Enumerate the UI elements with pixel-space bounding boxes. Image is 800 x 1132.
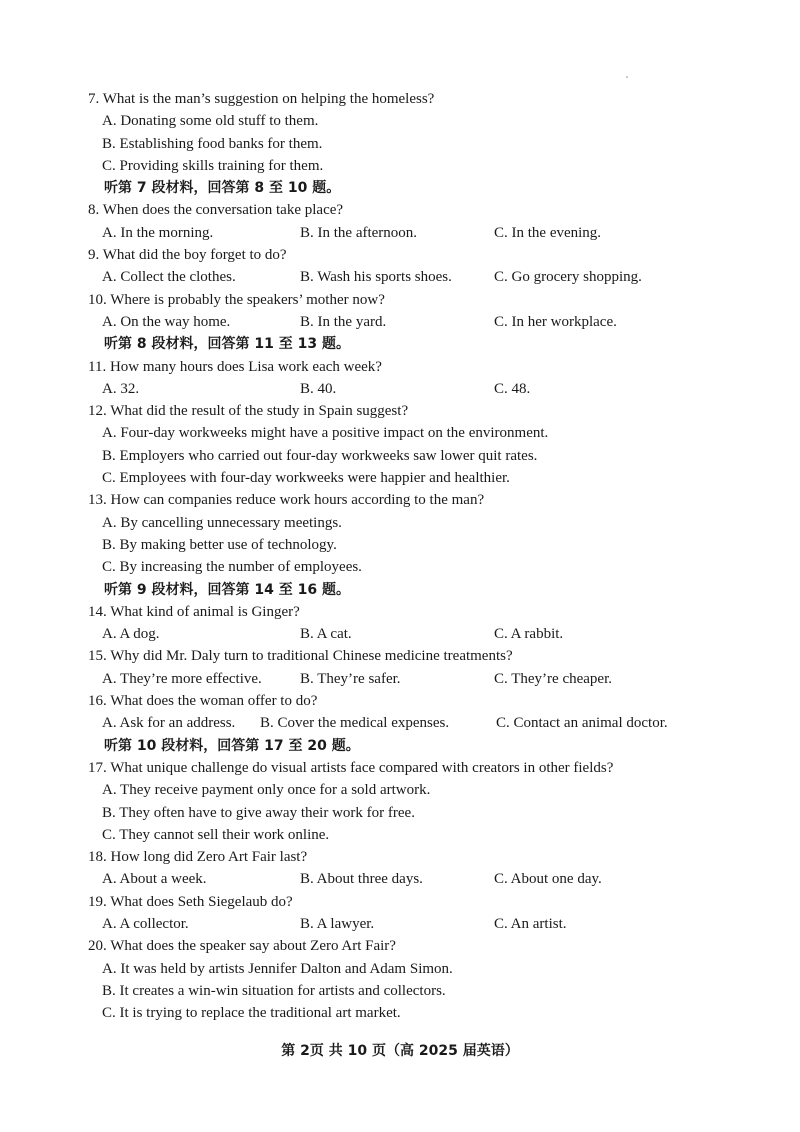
answer-option: C. Providing skills training for them.: [102, 157, 324, 174]
question-stem: 9. What did the boy forget to do?: [88, 247, 287, 264]
question-stem: 8. When does the conversation take place?: [88, 202, 344, 219]
answer-option-row: [88, 868, 728, 890]
answer-option: C. Go grocery shopping.: [494, 269, 642, 286]
answer-option-row: [88, 266, 728, 288]
question-stem: 14. What kind of animal is Ginger?: [88, 603, 300, 620]
answer-option: C. Employees with four-day workweeks were happier and healthier.: [102, 470, 510, 487]
scan-speck: [626, 76, 628, 78]
question-stem: 19. What does Seth Siegelaub do?: [88, 893, 293, 910]
answer-option: A. By cancelling unnecessary meetings.: [102, 514, 342, 531]
question-stem: 12. What did the result of the study in Spain suggest?: [88, 403, 409, 420]
answer-option: B. Employers who carried out four-day workweeks saw lower quit rates.: [102, 447, 538, 464]
answer-option: B. About three days.: [300, 871, 423, 888]
answer-option-row: [88, 712, 728, 734]
question-stem: 16. What does the woman offer to do?: [88, 693, 318, 710]
section-heading: 听第 10 段材料，回答第 17 至 20 题。: [104, 737, 360, 754]
answer-option: C. A rabbit.: [494, 626, 564, 643]
answer-option: C. By increasing the number of employees.: [102, 559, 362, 576]
answer-option: C. In the evening.: [494, 224, 602, 241]
question-stem: 15. Why did Mr. Daly turn to traditional Chinese medicine treatments?: [88, 648, 513, 665]
answer-option: B. They often have to give away their work for free.: [102, 804, 415, 821]
section-heading: 听第 8 段材料，回答第 11 至 13 题。: [104, 336, 350, 353]
answer-option: A. They’re more effective.: [102, 670, 262, 687]
answer-option: A. Four-day workweeks might have a positive impact on the environment.: [102, 425, 549, 442]
answer-option: B. Establishing food banks for them.: [102, 135, 323, 152]
answer-option: A. 32.: [102, 380, 140, 397]
answer-option-row: [88, 913, 728, 935]
answer-option: C. They cannot sell their work online.: [102, 826, 330, 843]
answer-option: A. A dog.: [102, 626, 160, 643]
answer-option: A. It was held by artists Jennifer Dalton and Adam Simon.: [102, 960, 453, 977]
answer-option: C. About one day.: [494, 871, 602, 888]
answer-option-row: [88, 378, 728, 400]
answer-option: B. A cat.: [300, 626, 352, 643]
answer-option: C. 48.: [494, 380, 531, 397]
question-list: [88, 88, 728, 1024]
question-stem: 13. How can companies reduce work hours according to the man?: [88, 492, 485, 509]
question-stem: 20. What does the speaker say about Zero Art Fair?: [88, 938, 396, 955]
answer-option: C. It is trying to replace the traditional art market.: [102, 1005, 401, 1022]
question-stem: 17. What unique challenge do visual artists face compared with creators in other fields?: [88, 759, 614, 776]
answer-option-row: [88, 623, 728, 645]
answer-option: A. They receive payment only once for a sold artwork.: [102, 782, 431, 799]
answer-option: A. In the morning.: [102, 224, 214, 241]
answer-option-row: [88, 222, 728, 244]
answer-option: A. Ask for an address.: [102, 715, 236, 732]
answer-option: C. They’re cheaper.: [494, 670, 613, 687]
answer-option: C. Contact an animal doctor.: [496, 715, 668, 732]
answer-option: B. They’re safer.: [300, 670, 401, 687]
answer-option: B. In the yard.: [300, 313, 387, 330]
answer-option: A. Collect the clothes.: [102, 269, 236, 286]
answer-option: B. By making better use of technology.: [102, 536, 337, 553]
section-heading: 听第 9 段材料，回答第 14 至 16 题。: [104, 581, 350, 598]
page-footer: 第 2页 共 10 页（高 2025 届英语）: [281, 1043, 519, 1059]
answer-option: A. A collector.: [102, 915, 189, 932]
answer-option: C. In her workplace.: [494, 313, 617, 330]
answer-option: C. An artist.: [494, 915, 567, 932]
answer-option: B. 40.: [300, 380, 337, 397]
answer-option: A. About a week.: [102, 871, 207, 888]
question-stem: 11. How many hours does Lisa work each week?: [88, 358, 382, 375]
answer-option: B. A lawyer.: [300, 915, 375, 932]
answer-option: B. It creates a win-win situation for artists and collectors.: [102, 982, 446, 999]
answer-option-row: [88, 311, 728, 333]
answer-option: B. Wash his sports shoes.: [300, 269, 452, 286]
question-stem: 7. What is the man’s suggestion on helping the homeless?: [88, 91, 435, 107]
section-heading: 听第 7 段材料，回答第 8 至 10 题。: [104, 180, 341, 197]
answer-option: A. Donating some old stuff to them.: [102, 113, 319, 130]
answer-option: B. Cover the medical expenses.: [260, 715, 450, 732]
answer-option: B. In the afternoon.: [300, 224, 418, 241]
question-stem: 18. How long did Zero Art Fair last?: [88, 849, 308, 866]
answer-option-row: [88, 668, 728, 690]
answer-option: A. On the way home.: [102, 313, 231, 330]
question-stem: 10. Where is probably the speakers’ mother now?: [88, 291, 385, 308]
